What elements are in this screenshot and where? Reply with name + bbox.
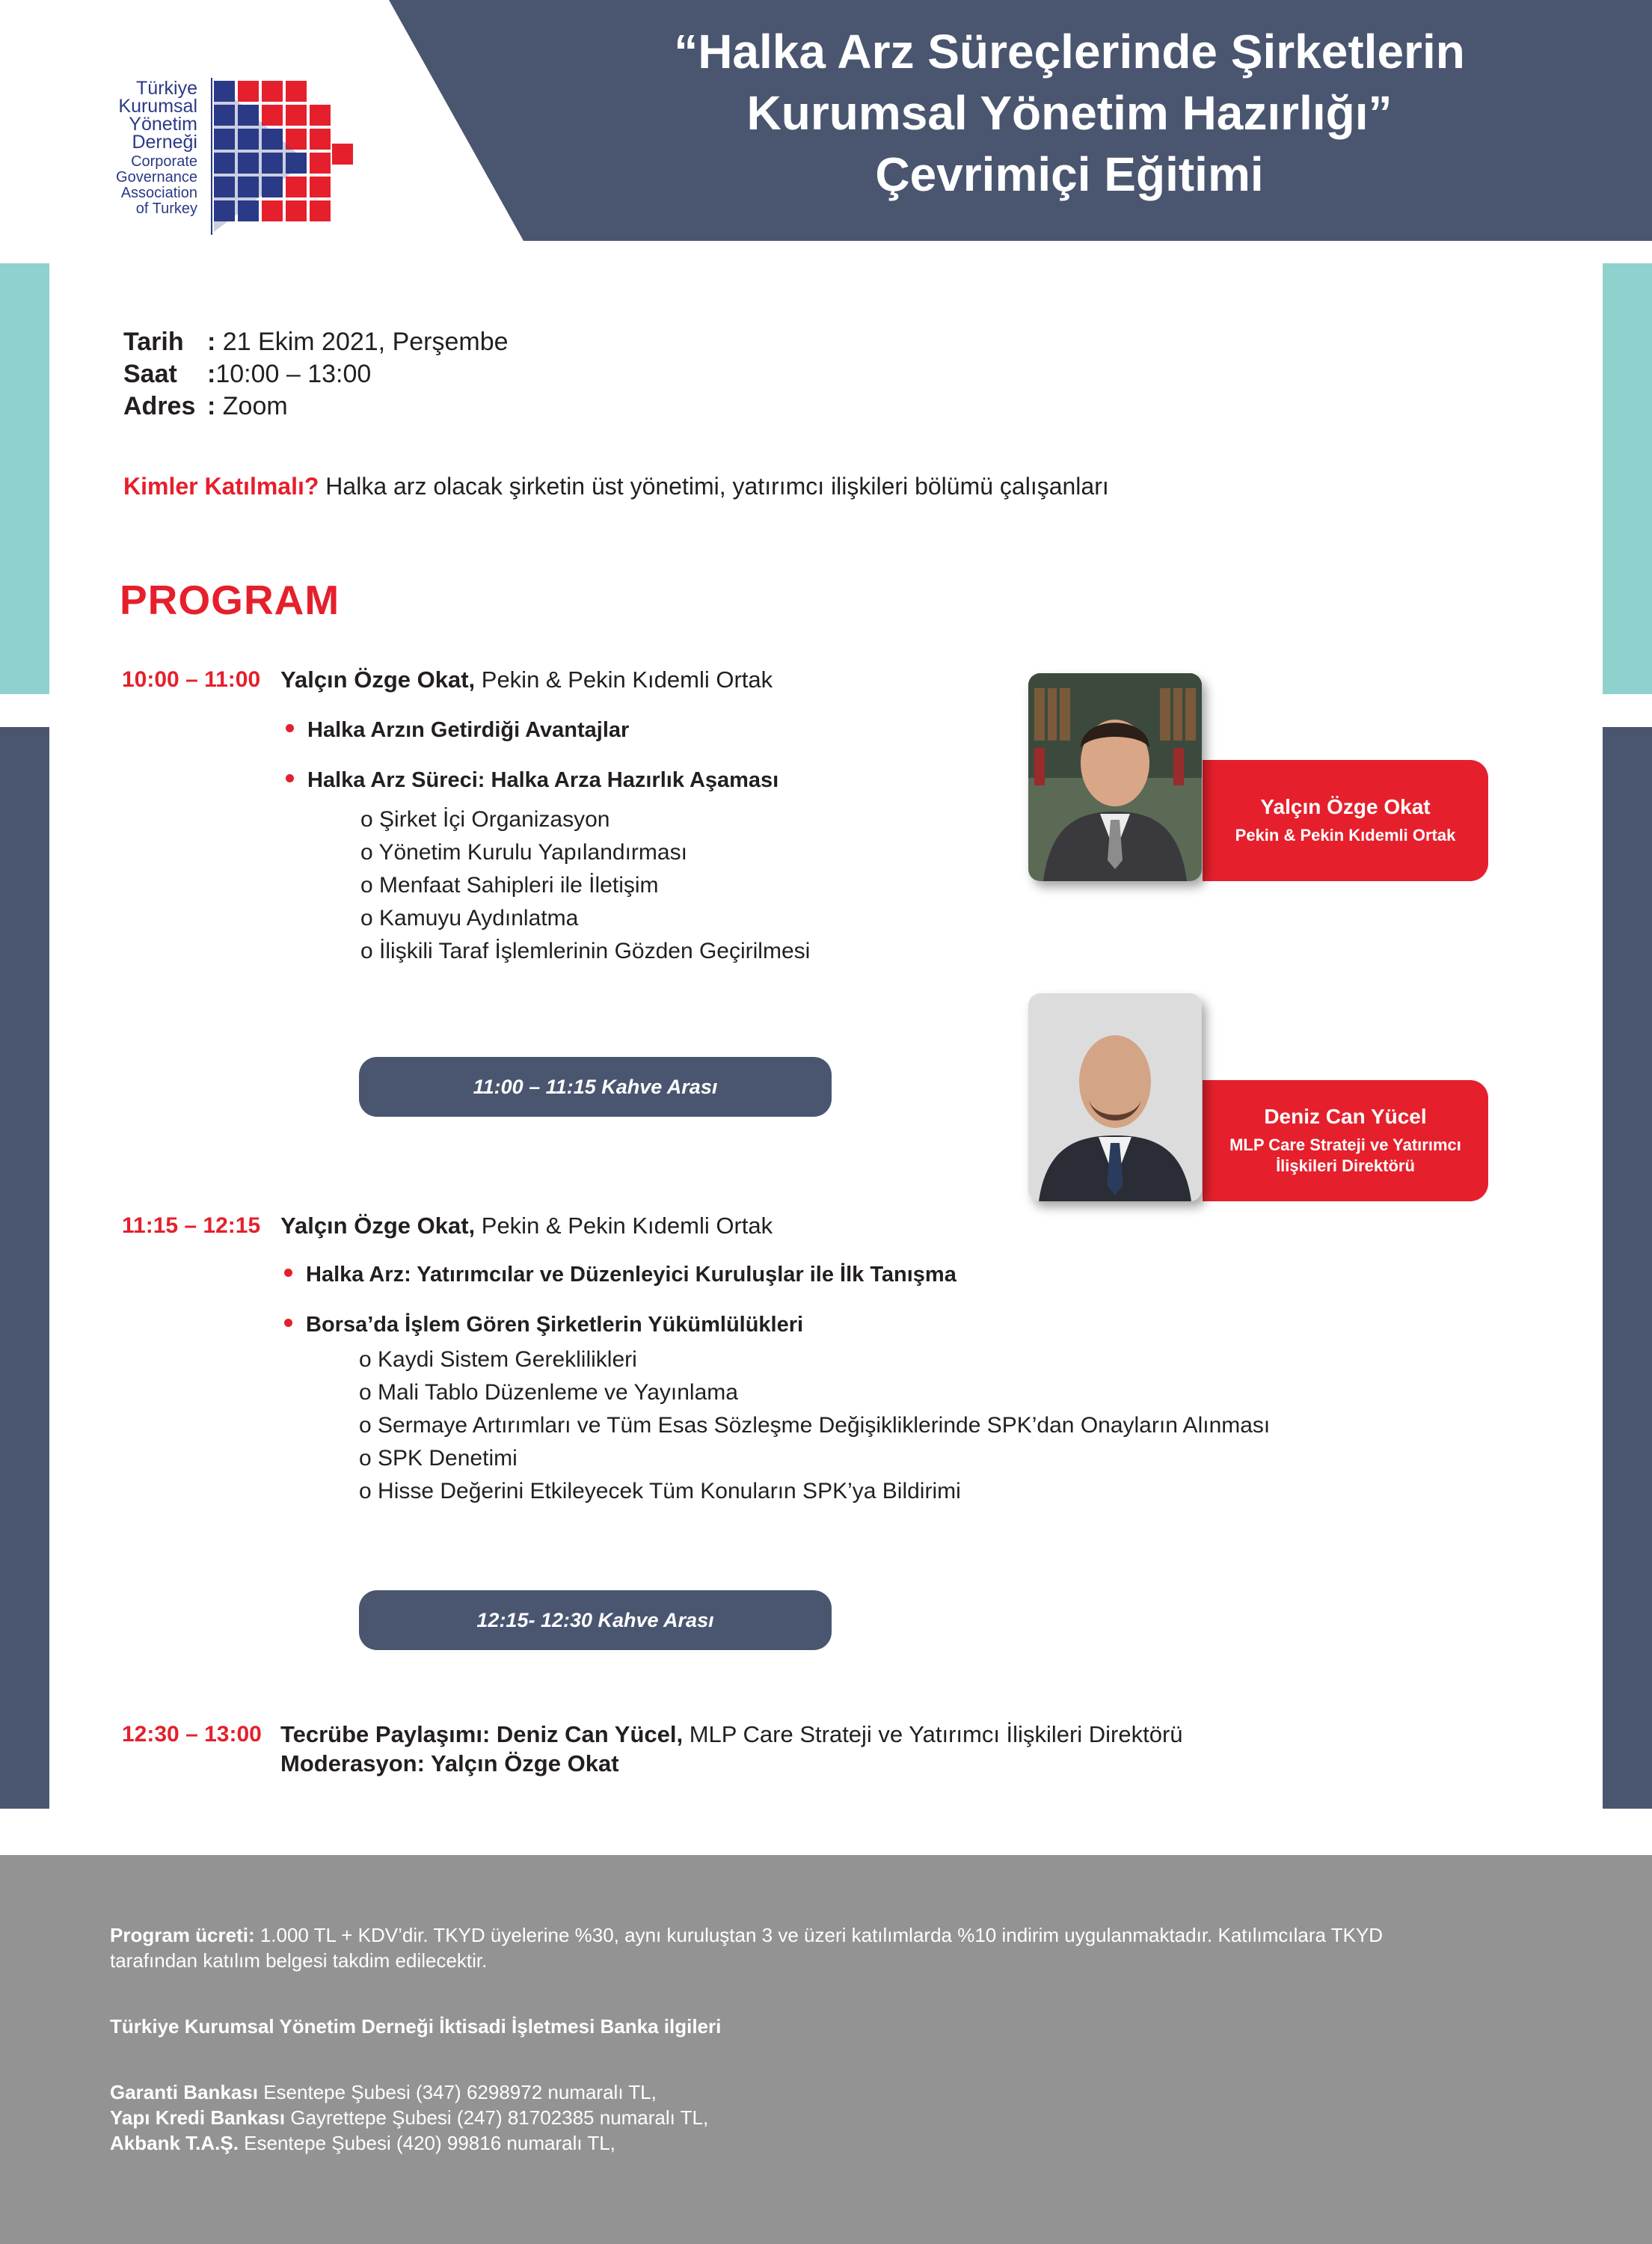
session1-bullet [286,768,779,793]
list-item [110,2079,708,2105]
fee-text-2: tarafından katılım belgesi takdim edilecektir. [110,1949,488,1972]
list-item: o Kamuyu Aydınlatma [360,902,810,935]
logo-en-line-1: Corporate [131,153,197,170]
speaker-portrait-icon [1028,993,1202,1201]
session2-bullet [284,1263,956,1287]
logo-tr-line-3: Yönetim [129,114,197,135]
event-info [123,326,509,423]
right-teal-bar [1603,263,1652,694]
session1-subitems [360,803,810,968]
session1-time: 10:00 – 11:00 [122,667,261,692]
bank-detail: Esentepe Şubesi (347) 6298972 numaralı TL, [257,2081,657,2103]
bank-heading: Türkiye Kurumsal Yönetim Derneği İktisadi İşletmesi Banka ilgileri [110,2015,722,2038]
session3-line1-bold: Tecrübe Paylaşımı: Deniz Can Yücel, [280,1721,684,1747]
session1-bullet [286,718,629,743]
date-row [123,326,509,358]
list-item: o Yönetim Kurulu Yapılandırması [360,836,810,869]
speaker-role-line-2: İlişkileri Direktörü [1276,1156,1415,1175]
session2-bullet-text: Borsa’da İşlem Gören Şirketlerin Yükümlülükleri [306,1313,804,1337]
address-colon: : [207,392,216,420]
coffee-break-2: 12:15- 12:30 Kahve Arası [359,1590,832,1650]
address-label: Adres [123,392,196,420]
list-item: o SPK Denetimi [359,1442,1270,1475]
program-title: PROGRAM [120,577,340,623]
list-item: o Hisse Değerini Etkileyecek Tüm Konuların SPK’ya Bildirimi [359,1475,1270,1508]
logo-en-line-2: Governance [116,169,197,186]
time-colon: : [207,360,216,388]
speaker-card [1203,760,1488,881]
speaker-role [1203,1135,1488,1177]
coffee-break-1: 11:00 – 11:15 Kahve Arası [359,1057,832,1117]
title-line-1: “Halka Arz Süreçlerinde Şirketlerin [674,25,1465,79]
bank-name: Akbank T.A.Ş. [110,2132,239,2154]
speaker-photo [1028,673,1202,881]
fee-label: Program ücreti: [110,1924,255,1946]
session2-time: 11:15 – 12:15 [122,1213,261,1238]
bank-name: Garanti Bankası [110,2081,258,2103]
session1-speaker: Yalçın Özge Okat, [280,666,476,693]
bank-list [110,2079,708,2156]
session1-bullet-text: Halka Arzın Getirdiği Avantajlar [307,718,630,742]
session2-bullet [284,1313,803,1337]
session1-affiliation: Pekin & Pekin Kıdemli Ortak [475,666,773,693]
left-navy-bar [0,727,49,1809]
logo-en-line-3: Association [120,185,197,201]
session1-speaker-line [280,666,773,693]
session3-time: 12:30 – 13:00 [122,1722,262,1747]
session2-affiliation: Pekin & Pekin Kıdemli Ortak [475,1213,773,1239]
session1-bullet-text: Halka Arz Süreci: Halka Arza Hazırlık Aşaması [307,768,779,792]
speaker-role: Pekin & Pekin Kıdemli Ortak [1235,826,1456,844]
list-item: o İlişkili Taraf İşlemlerinin Gözden Geçirilmesi [360,935,810,968]
date-label: Tarih [123,328,184,356]
audience-label: Kimler Katılmalı? [123,473,319,500]
logo-en [84,154,197,217]
session3-line1-rest: MLP Care Strateji ve Yatırımcı İlişkileri Direktörü [683,1721,1183,1747]
audience-line [123,473,1109,500]
right-navy-bar [1603,727,1652,1809]
session2-subitems [359,1343,1270,1508]
title-line-3: Çevrimiçi Eğitimi [875,147,1264,201]
session3-moderation: Moderasyon: Yalçın Özge Okat [280,1750,619,1776]
speaker-name: Yalçın Özge Okat [1260,795,1431,818]
bank-detail: Gayrettepe Şubesi (247) 81702385 numaralı TL, [285,2106,709,2129]
list-item: o Şirket İçi Organizasyon [360,803,810,836]
fee-info [110,1922,1546,1973]
page-title [523,21,1615,205]
logo-tr-line-1: Türkiye [136,78,197,99]
list-item: o Kaydi Sistem Gereklilikleri [359,1343,1270,1376]
session2-speaker: Yalçın Özge Okat, [280,1213,476,1239]
logo-en-line-4: of Turkey [135,200,197,217]
title-line-2: Kurumsal Yönetim Hazırlığı” [746,86,1392,140]
list-item [110,2105,708,2130]
speaker-name: Deniz Can Yücel [1264,1105,1427,1128]
date-colon: : [207,328,216,356]
logo-mark-icon [211,78,353,235]
speaker-role-line-1: MLP Care Strateji ve Yatırımcı [1229,1135,1461,1154]
session3-line-1 [280,1721,1183,1748]
time-label: Saat [123,360,177,388]
time-value: 10:00 – 13:00 [215,360,372,388]
left-teal-bar [0,263,49,694]
session2-speaker-line [280,1213,773,1239]
logo-text [84,79,197,217]
speaker-photo [1028,993,1202,1201]
date-value: 21 Ekim 2021, Perşembe [222,328,509,356]
logo-tr-line-4: Derneği [132,132,197,153]
address-row [123,390,509,423]
session2-bullet-text: Halka Arz: Yatırımcılar ve Düzenleyici Kuruluşlar ile İlk Tanışma [306,1263,956,1287]
fee-text: 1.000 TL + KDV’dir. TKYD üyelerine %30, aynı kuruluştan 3 ve üzeri katılımlarda %10 indirim uygulanmaktadır. Katılımcılara TKYD [254,1924,1384,1946]
speaker-card [1203,1080,1488,1201]
footer [0,1855,1652,2244]
bank-detail: Esentepe Şubesi (420) 99816 numaralı TL, [238,2132,615,2154]
bank-name: Yapı Kredi Bankası [110,2106,286,2129]
time-row [123,358,509,390]
list-item: o Sermaye Artırımları ve Tüm Esas Sözleşme Değişikliklerinde SPK’dan Onayların Alınması [359,1409,1270,1442]
speaker-portrait-icon [1028,673,1202,881]
list-item: o Menfaat Sahipleri ile İletişim [360,869,810,902]
audience-text: Halka arz olacak şirketin üst yönetimi, yatırımcı ilişkileri bölümü çalışanları [319,473,1109,500]
address-value: Zoom [222,392,288,420]
list-item: o Mali Tablo Düzenleme ve Yayınlama [359,1376,1270,1409]
list-item [110,2130,708,2156]
logo-tr-line-2: Kurumsal [118,96,197,117]
